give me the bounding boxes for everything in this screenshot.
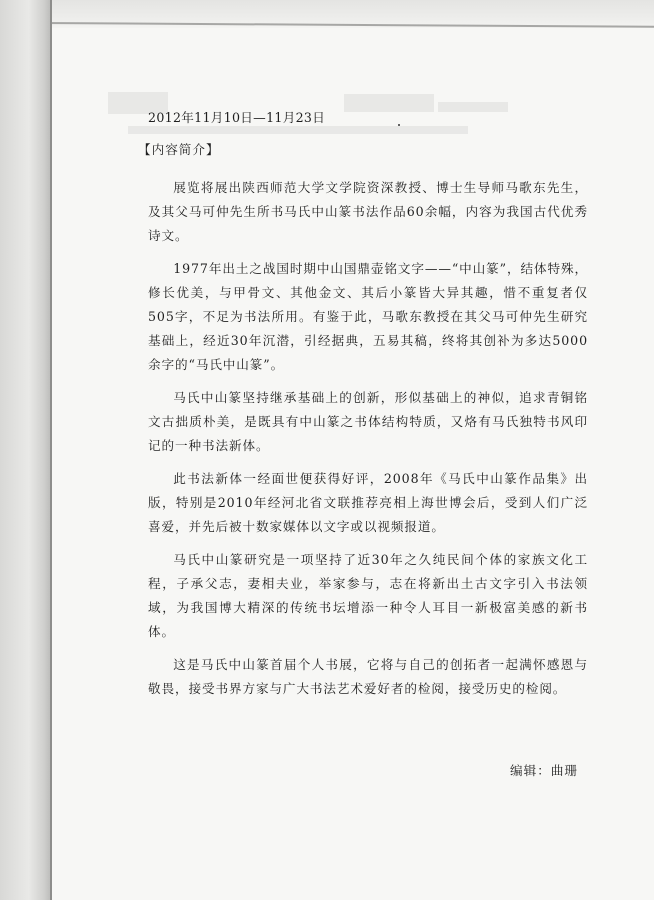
exhibition-date: 2012年11月10日—11月23日 [148, 110, 326, 125]
editor-credit: 编辑：曲珊 [510, 763, 578, 778]
book-gutter [0, 0, 52, 900]
paragraph-2: 1977年出土之战国时期中山国鼎壶铭文字——“中山篆”，结体特殊，修长优美，与甲骨文、其他金文、其后小篆皆大异其趣，惜不重复者仅505字，不足为书法所用。有鉴于此，马歌东教授在其父马可仲先生研究基础上，经近30年沉潜，引经据典，五易其稿，终将其创补为多达5000余字的“马氏中山篆”。 [148, 261, 588, 372]
paragraph-6: 这是马氏中山篆首届个人书展，它将与自己的创拓者一起满怀感恩与敬畏，接受书界方家与广大书法艺术爱好者的检阅，接受历史的检阅。 [148, 657, 588, 696]
paragraph-4: 此书法新体一经面世便获得好评，2008年《马氏中山篆作品集》出版，特别是2010年经河北省文联推荐亮相上海世博会后，受到人们广泛喜爱，并先后被十数家媒体以文字或以视频报道。 [148, 471, 588, 534]
gutter-fold-line [50, 0, 52, 900]
paragraph-5: 马氏中山篆研究是一项坚持了近30年之久纯民间个体的家族文化工程，子承父志，妻相夫业，举家参与，志在将新出土古文字引入书法领域，为我国博大精深的传统书坛增添一种令人耳目一新极富美感的新书体。 [148, 552, 588, 639]
section-title: 【内容简介】 [138, 142, 220, 157]
paragraph-3: 马氏中山篆坚持继承基础上的创新，形似基础上的神似，追求青铜铭文古拙质朴美，是既具有中山篆之书体结构特质，又烙有马氏独特书风印记的一种书法新体。 [148, 390, 588, 453]
article-body [138, 106, 588, 710]
paragraph-1: 展览将展出陕西师范大学文学院资深教授、博士生导师马歌东先生，及其父马可仲先生所书马氏中山篆书法作品60余幅，内容为我国古代优秀诗文。 [148, 180, 588, 243]
